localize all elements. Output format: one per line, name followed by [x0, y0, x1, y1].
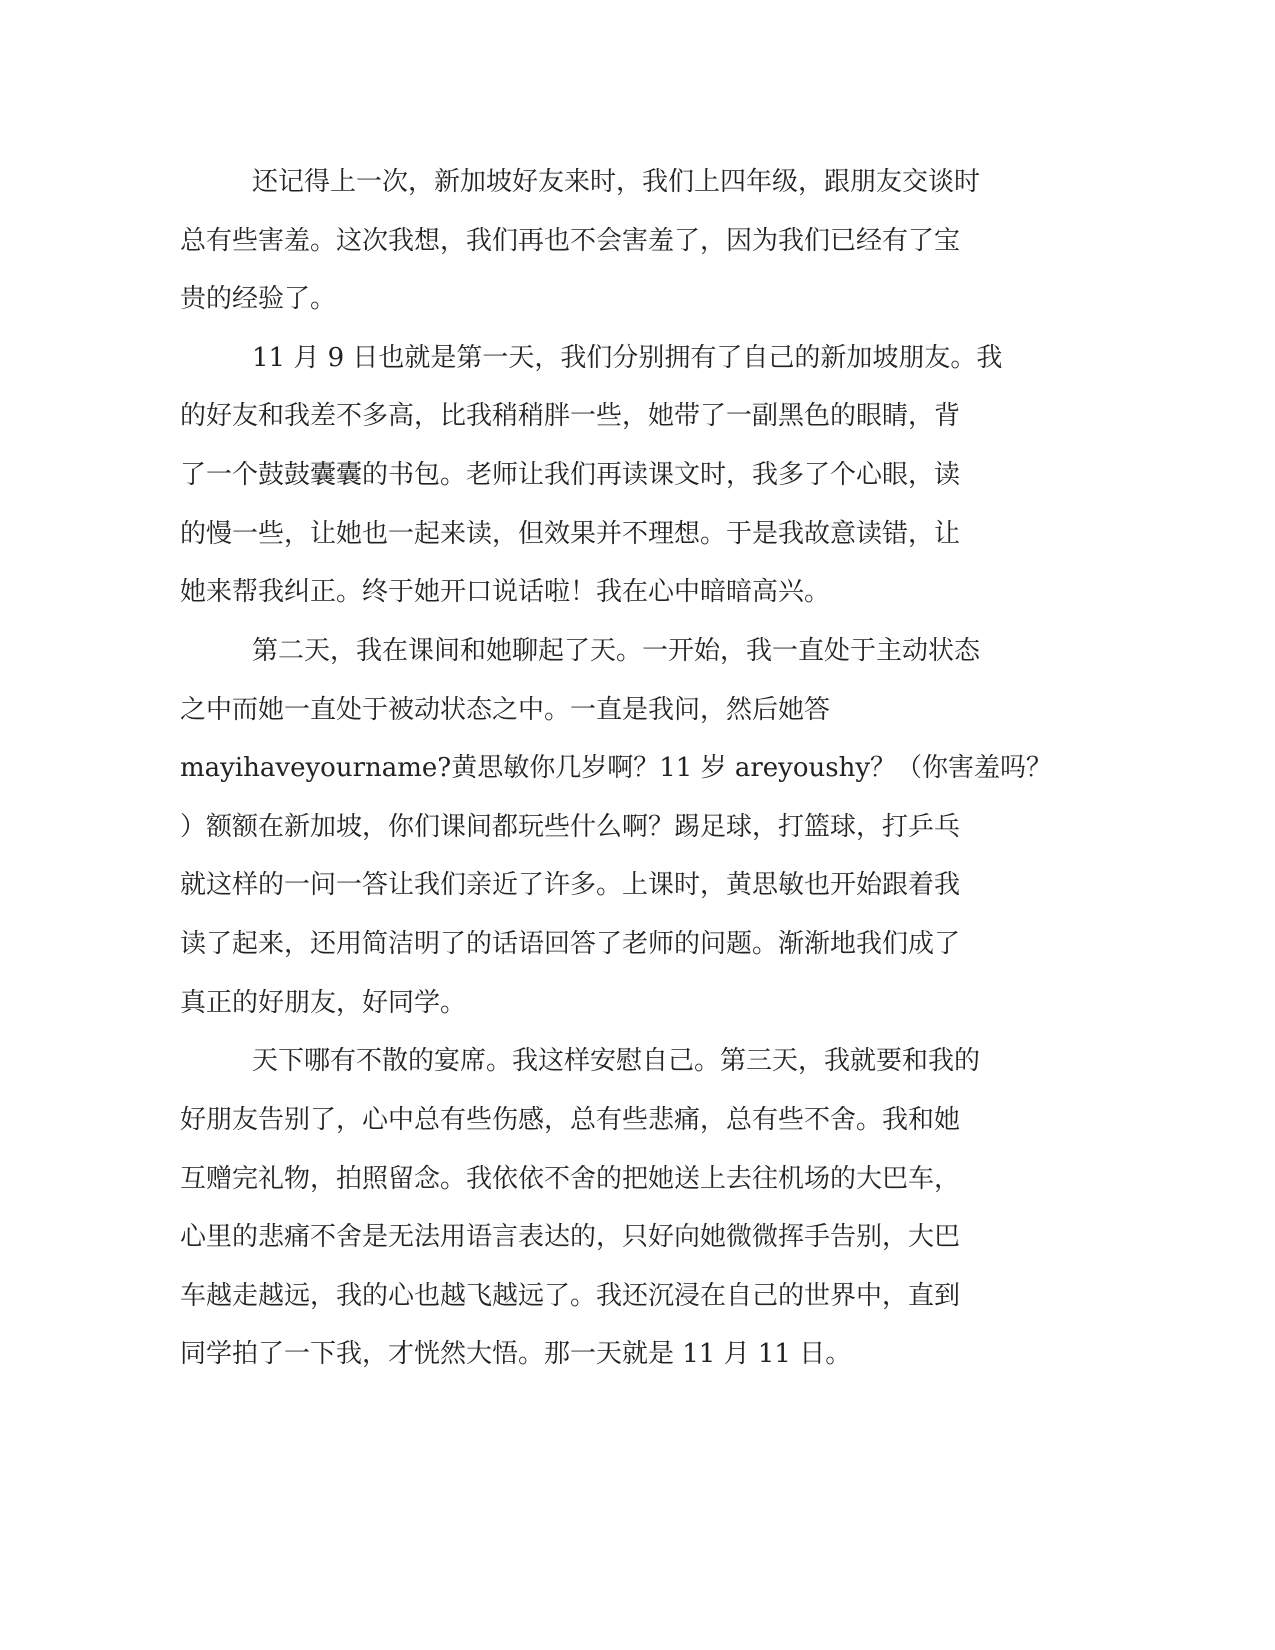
paragraph-3-line-4: ）额额在新加坡，你们课间都玩些什么啊？踢足球，打篮球，打乒乓: [180, 812, 961, 842]
paragraph-4-line-1: 天下哪有不散的宴席。我这样安慰自己。第三天，我就要和我的: [252, 1046, 981, 1076]
paragraph-4-line-6: 同学拍了一下我，才恍然大悟。那一天就是 11 月 11 日。: [180, 1339, 852, 1369]
paragraph-3-line-3: mayihaveyourname?黄思敏你几岁啊？11 岁 areyoushy？（你害羞吗？: [180, 753, 1053, 783]
paragraph-1-line-3: 贵的经验了。: [180, 284, 337, 314]
paragraph-4-line-3: 互赠完礼物，拍照留念。我依依不舍的把她送上去往机场的大巴车，: [180, 1164, 961, 1194]
paragraph-2-line-2: 的好友和我差不多高，比我稍稍胖一些，她带了一副黑色的眼睛，背: [180, 401, 961, 431]
paragraph-4-line-5: 车越走越远，我的心也越飞越远了。我还沉浸在自己的世界中，直到: [180, 1281, 961, 1311]
paragraph-3-line-2: 之中而她一直处于被动状态之中。一直是我问，然后她答: [180, 695, 831, 725]
paragraph-1-line-2: 总有些害羞。这次我想，我们再也不会害羞了，因为我们已经有了宝: [180, 226, 961, 256]
paragraph-2-line-5: 她来帮我纠正。终于她开口说话啦！我在心中暗暗高兴。: [180, 577, 831, 607]
paragraph-1-line-1: 还记得上一次，新加坡好友来时，我们上四年级，跟朋友交谈时: [252, 167, 981, 197]
paragraph-3-line-6: 读了起来，还用简洁明了的话语回答了老师的问题。渐渐地我们成了: [180, 929, 961, 959]
paragraph-2-line-1: 11 月 9 日也就是第一天，我们分别拥有了自己的新加坡朋友。我: [252, 343, 1003, 373]
paragraph-3-line-5: 就这样的一问一答让我们亲近了许多。上课时，黄思敏也开始跟着我: [180, 870, 961, 900]
paragraph-4-line-2: 好朋友告别了，心中总有些伤感，总有些悲痛，总有些不舍。我和她: [180, 1105, 961, 1135]
paragraph-4-line-4: 心里的悲痛不舍是无法用语言表达的，只好向她微微挥手告别，大巴: [180, 1222, 961, 1252]
paragraph-2-line-4: 的慢一些，让她也一起来读，但效果并不理想。于是我故意读错，让: [180, 519, 961, 549]
paragraph-2-line-3: 了一个鼓鼓囊囊的书包。老师让我们再读课文时，我多了个心眼，读: [180, 460, 961, 490]
paragraph-3-line-7: 真正的好朋友，好同学。: [180, 988, 467, 1018]
paragraph-3-line-1: 第二天，我在课间和她聊起了天。一开始，我一直处于主动状态: [252, 636, 981, 666]
